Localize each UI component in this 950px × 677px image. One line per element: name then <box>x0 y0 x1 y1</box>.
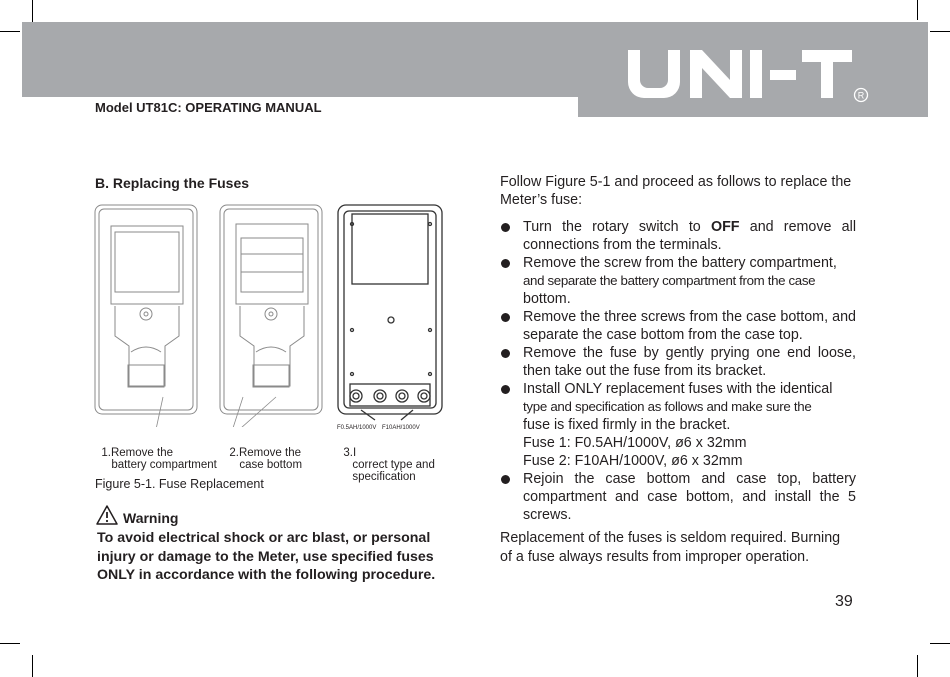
manual-model-title: Model UT81C: OPERATING MANUAL <box>95 100 322 115</box>
caption-text: correct type and <box>352 458 435 471</box>
figure-caption-step-1-line2 <box>105 446 217 471</box>
step-text: bottom. <box>523 291 571 307</box>
bullet-icon <box>501 385 510 394</box>
caption-text: 1.Remove the <box>101 446 173 459</box>
closing-paragraph: Replacement of the fuses is seldom required. Burning of a fuse always results from improper operation. <box>500 530 841 565</box>
figure-caption-step-3-line3 <box>346 458 416 483</box>
brand-logo <box>624 48 874 108</box>
step-text: and separate the battery compartment from the case <box>523 273 816 288</box>
step-text: and remove all connections from the terminals. <box>523 219 856 253</box>
crop-mark <box>0 643 20 644</box>
caption-text: 3.I <box>343 446 357 459</box>
crop-mark <box>32 655 33 677</box>
bullet-icon <box>501 349 510 358</box>
svg-text:R: R <box>857 90 865 101</box>
list-item <box>500 380 856 470</box>
crop-mark <box>917 0 918 20</box>
step-emphasis: OFF <box>710 219 740 235</box>
crop-mark <box>930 643 950 644</box>
meter-back-view-3 <box>338 205 442 420</box>
intro-paragraph: Follow Figure 5-1 and proceed as follows to replace the Meter’s fuse: <box>500 174 852 208</box>
list-item <box>500 254 856 308</box>
step-text: fuse is fixed firmly in the bracket. <box>523 417 731 433</box>
caption-text: battery compartment <box>111 458 217 471</box>
step-text: Turn the rotary switch to <box>523 219 711 235</box>
caption-text: 2.Remove the <box>229 446 301 459</box>
page-number: 39 <box>835 593 853 610</box>
bullet-icon <box>501 313 510 322</box>
warning-title: Warning <box>123 510 179 526</box>
figure-caption-step-2-line2 <box>233 446 302 471</box>
warning-triangle-icon <box>95 504 119 526</box>
fuse-replacement-figure <box>93 202 453 427</box>
bullet-icon <box>501 475 510 484</box>
caption-text: case bottom <box>239 458 303 471</box>
step-text: Remove the fuse by gently prying one end loose, then take out the fuse from its bracket. <box>523 345 856 379</box>
caption-text: specification <box>352 470 416 483</box>
bullet-icon <box>501 259 510 268</box>
step-text: Remove the screw from the battery compartment, <box>523 255 837 271</box>
warning-text: To avoid electrical shock or arc blast, or personal injury or damage to the Meter, use specified fuses ONLY in accordance with the following procedure. <box>97 530 436 583</box>
fuse-spec-2: Fuse 2: F10AH/1000V, ø6 x 32mm <box>523 453 743 469</box>
list-item <box>500 470 856 524</box>
step-text: Remove the three screws from the case bottom, and separate the case bottom from the case top. <box>523 309 856 343</box>
fuse-spec-1: Fuse 1: F0.5AH/1000V, ø6 x 32mm <box>523 435 747 451</box>
list-item <box>500 218 856 254</box>
list-item <box>500 344 856 380</box>
section-title: B. Replacing the Fuses <box>95 175 250 191</box>
meter-back-view-1 <box>95 205 197 414</box>
procedure-steps <box>500 218 856 524</box>
crop-mark <box>930 31 950 32</box>
meter-back-view-2 <box>220 205 322 414</box>
step-text: Install ONLY replacement fuses with the identical <box>523 381 833 397</box>
crop-mark <box>917 655 918 677</box>
bullet-icon <box>501 223 510 232</box>
fuse-label-1: F0.5AH/1000V <box>337 425 377 431</box>
figure-caption: Figure 5-1. Fuse Replacement <box>95 477 264 491</box>
fuse-label-2: F10AH/1000V <box>382 425 420 431</box>
step-text: type and specification as follows and make sure the <box>523 399 812 414</box>
list-item <box>500 308 856 344</box>
crop-mark <box>0 31 20 32</box>
step-text: Rejoin the case bottom and case top, battery compartment and case bottom, and install the 5 screws. <box>523 471 856 523</box>
